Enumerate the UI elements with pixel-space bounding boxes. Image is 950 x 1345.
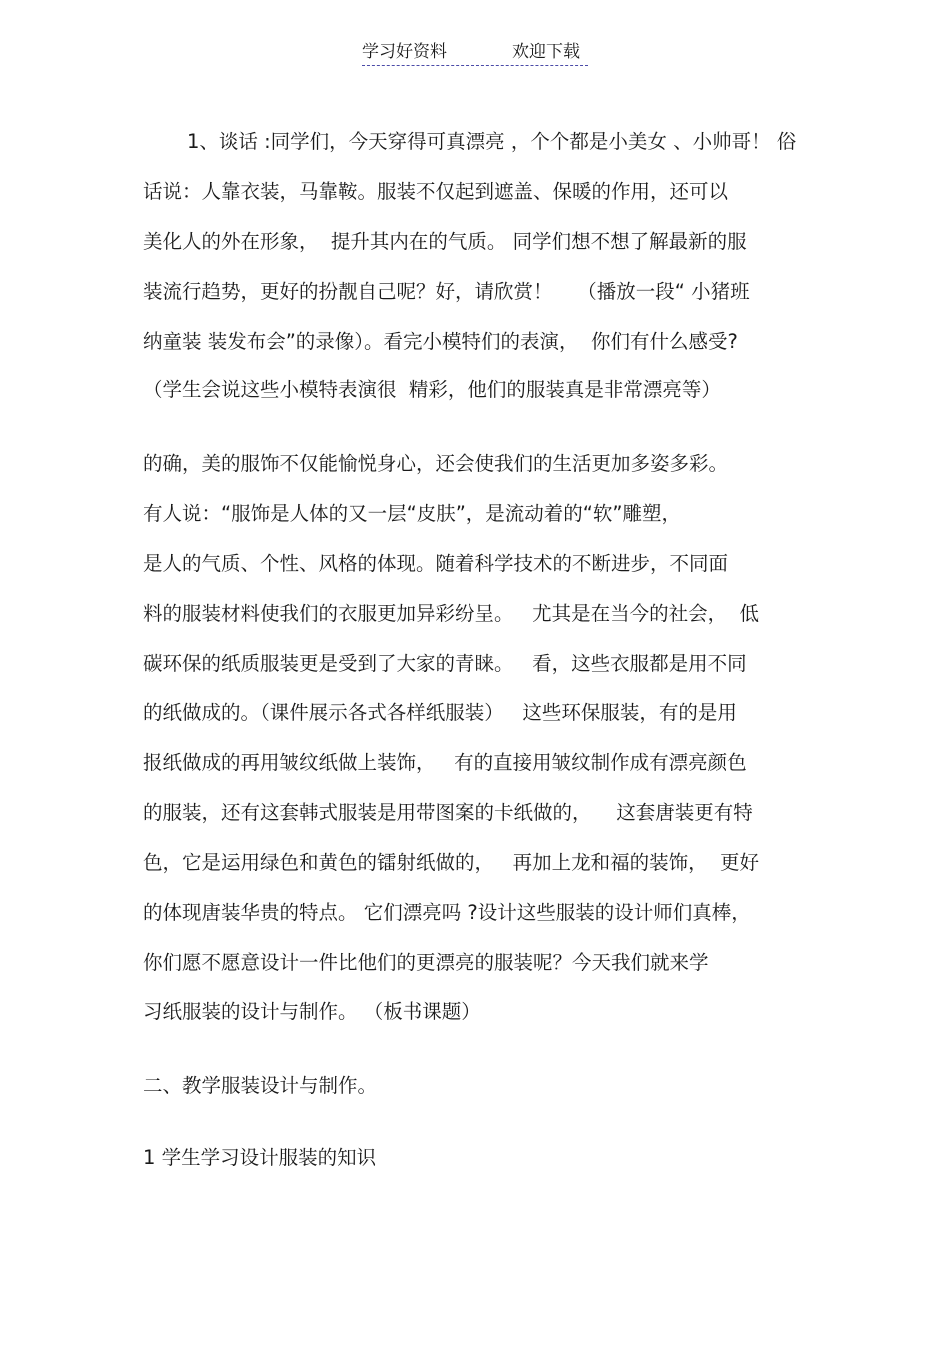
section-heading: 二、教学服装设计与制作。: [143, 1074, 378, 1097]
paragraph-2-line-3: 是人的气质、个性、风格的体现。随着科学技术的不断进步，不同面: [143, 552, 729, 575]
page-header: [362, 41, 588, 66]
paragraph-2-line-5: 碳环保的纸质服装更是受到了大家的青睐。 看，这些衣服都是用不同: [143, 652, 747, 675]
paragraph-2-line-6: 的纸做成的。（课件展示各式各样纸服装） 这些环保服装，有的是用: [143, 701, 737, 724]
paragraph-2-line-7: 报纸做成的再用皱纹纸做上装饰， 有的直接用皱纹制作成有漂亮颜色: [143, 751, 747, 774]
paragraph-1-line-3: 美化人的外在形象， 提升其内在的气质。 同学们想不想了解最新的服: [143, 230, 747, 253]
paragraph-1-line-5: 纳童装 装发布会”的录像）。看完小模特们的表演， 你们有什么感受?: [143, 330, 738, 353]
paragraph-1-line-6: （学生会说这些小模特表演很 精彩，他们的服装真是非常漂亮等）: [143, 378, 721, 401]
paragraph-2-line-9: 色，它是运用绿色和黄色的镭射纸做的， 再加上龙和福的装饰， 更好: [143, 851, 759, 874]
paragraph-2-line-4: 料的服装材料使我们的衣服更加异彩纷呈。 尤其是在当今的社会， 低: [143, 602, 759, 625]
paragraph-2-line-12: 习纸服装的设计与制作。 （板书课题）: [143, 1000, 481, 1023]
paragraph-2-line-1: 的确，美的服饰不仅能愉悦身心，还会使我们的生活更加多姿多彩。: [143, 452, 729, 475]
paragraph-2-line-2: 有人说：“服饰是人体的又一层“皮肤”，是流动着的“软”雕塑，: [143, 502, 682, 525]
paragraph-1-line-4: 装流行趋势，更好的扮靓自己呢？好，请欣赏！ （播放一段“ 小猪班: [143, 280, 750, 303]
paragraph-2-line-10: 的体现唐装华贵的特点。 它们漂亮吗 ?设计这些服装的设计师们真棒，: [143, 901, 751, 924]
paragraph-2-line-8: 的服装，还有这套韩式服装是用带图案的卡纸做的， 这套唐装更有特: [143, 801, 753, 824]
paragraph-2-line-11: 你们愿不愿意设计一件比他们的更漂亮的服装呢？今天我们就来学: [143, 951, 709, 974]
subsection-heading: 1 学生学习设计服装的知识: [143, 1146, 377, 1169]
paragraph-1-line-1: 1、谈话 :同学们，今天穿得可真漂亮 ，个个都是小美女 、小帅哥！ 俗: [187, 130, 797, 153]
paragraph-1-line-2: 话说：人靠衣装，马靠鞍。服装不仅起到遮盖、保暖的作用，还可以: [143, 180, 729, 203]
header-right-text: 欢迎下载: [512, 42, 580, 62]
header-left-text: 学习好资料: [362, 42, 447, 62]
